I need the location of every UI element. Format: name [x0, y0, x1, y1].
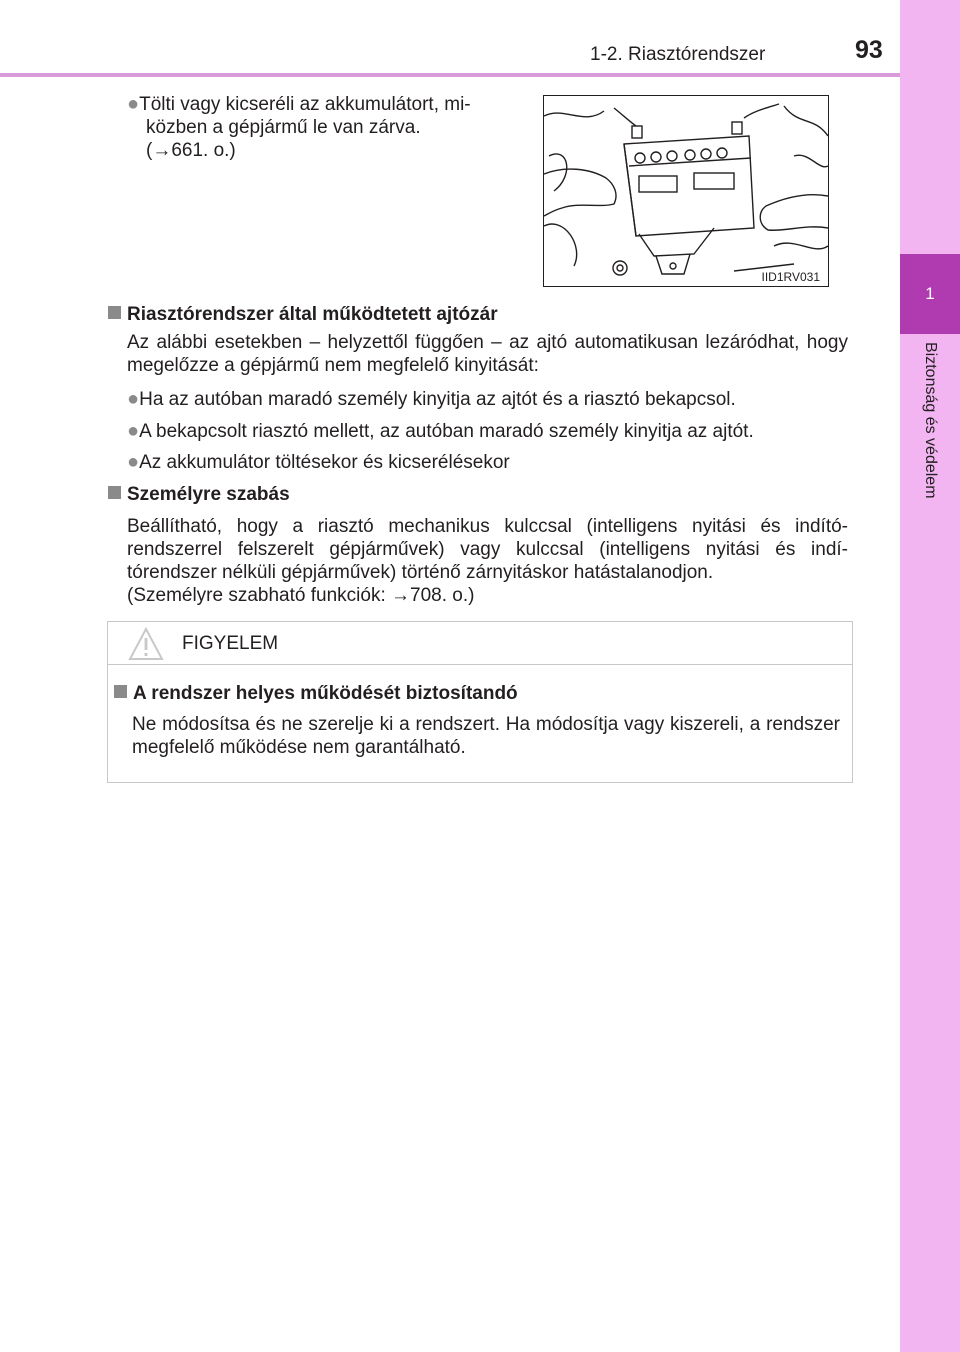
- chapter-tab[interactable]: 1: [900, 254, 960, 334]
- section1-heading-text: Riasztórendszer által működtetett ajtózár: [127, 304, 498, 325]
- warning-header: [108, 622, 852, 665]
- bullet-dot: ●: [127, 451, 140, 473]
- intro-line-3: (→661. o.): [146, 140, 236, 161]
- header-section-title: 1-2. Riasztórendszer: [590, 44, 766, 65]
- intro-bullet: [127, 93, 527, 162]
- section1-heading: [108, 303, 848, 326]
- square-bullet-icon: [114, 685, 127, 698]
- chapter-title-text: Biztonság és védelem: [922, 342, 939, 499]
- section1-bullet-2-text: A bekapcsolt riasztó mellett, az autóban maradó személy kinyitja az ajtót.: [139, 421, 754, 442]
- square-bullet-icon: [108, 486, 121, 499]
- warning-box: [107, 621, 853, 783]
- section1-body: Az alábbi esetekben – helyzettől függően – az ajtó automatikusan lezáródhat, hogy megelőzze a gépjármű nem megfelelő kinyitását:: [127, 332, 848, 376]
- bullet-dot: ●: [127, 93, 140, 115]
- section1-bullet-1-text: Ha az autóban maradó személy kinyitja az ajtót és a riasztó bekapcsol.: [139, 389, 736, 410]
- battery-drawing: [544, 96, 828, 286]
- warning-heading-text: A rendszer helyes működését biztosítandó: [133, 683, 518, 704]
- warning-heading: [114, 682, 844, 705]
- warning-body: Ne módosítsa és ne szerelje ki a rendszert. Ha módosítja vagy kiszereli, a rendszer megfelelő működése nem garantálható.: [132, 714, 840, 758]
- section2-body: Beállítható, hogy a riasztó mechanikus kulccsal (intelligens nyitási és indító-rendszerrel felszerelt gépjárművek) vagy kulccsal (intelligens nyitási és indí-tórendszer nélküli gépjárművek) történő zárnyitáskor hatástalanodjon.: [127, 516, 848, 583]
- header-divider: [0, 73, 900, 77]
- section2-heading: [108, 483, 848, 506]
- section1-bullet-3: [127, 451, 867, 474]
- section2-heading-text: Személyre szabás: [127, 484, 290, 505]
- bullet-dot: ●: [127, 388, 140, 410]
- page-number: 93: [855, 36, 883, 64]
- section1-bullet-1: [127, 388, 867, 411]
- intro-line-2: közben a gépjármű le van zárva.: [146, 117, 421, 138]
- warning-title: FIGYELEM: [182, 633, 279, 654]
- section2-reference: (Személyre szabható funkciók: →708. o.): [127, 585, 475, 606]
- bullet-dot: ●: [127, 420, 140, 442]
- square-bullet-icon: [108, 306, 121, 319]
- section1-bullet-2: [127, 420, 867, 443]
- side-tab-strip: [900, 0, 960, 1352]
- figure-label: IID1RV031: [761, 270, 820, 284]
- section1-bullet-3-text: Az akkumulátor töltésekor és kicserélésekor: [139, 452, 510, 473]
- intro-line-1: Tölti vagy kicseréli az akkumulátort, mi-: [139, 94, 471, 115]
- battery-illustration: [543, 95, 829, 287]
- warning-triangle-icon: [128, 627, 164, 661]
